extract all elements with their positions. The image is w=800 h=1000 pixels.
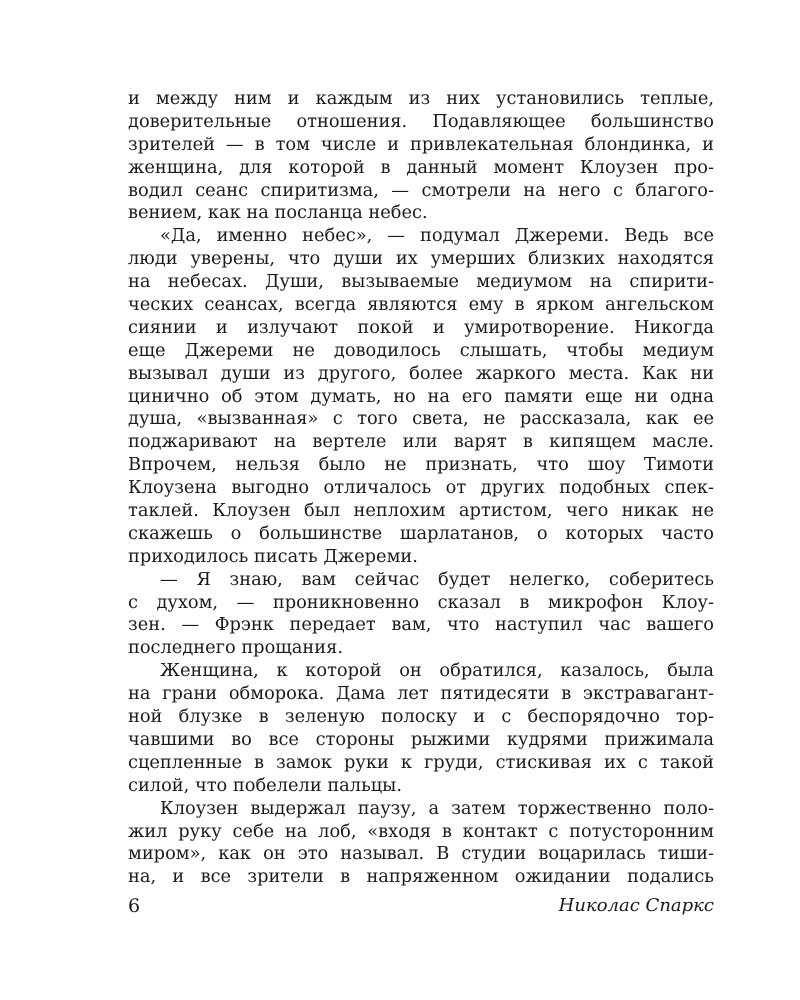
page-number: 6: [128, 895, 141, 917]
text-line: на, и все зрители в напряженном ожидании подались: [128, 866, 714, 888]
text-line: Клоузен выдержал паузу, а затем торжественно поло-: [160, 797, 714, 819]
text-line: цинично об этом думать, но на его памяти еще ни одна: [128, 385, 714, 407]
text-line: женщина, для которой в данный момент Клоузен про-: [128, 156, 714, 178]
text-line: ческих сеансах, всегда являются ему в ярком ангельском: [128, 294, 714, 316]
text-line: миром», как он это называл. В студии воцарилась тиши-: [128, 843, 714, 865]
text-line: с духом, — проникновенно сказал в микрофон Клоу-: [128, 591, 714, 613]
text-line: зрителей — в том числе и привлекательная блондинка, и: [128, 133, 714, 155]
text-line: ной блузке в зеленую полоску и с беспорядочно тор-: [128, 706, 714, 728]
text-line: поджаривают на вертеле или варят в кипящем масле.: [128, 431, 714, 453]
text-line: сиянии и излучают покой и умиротворение. Никогда: [128, 316, 714, 338]
text-line: «Да, именно небес», — подумал Джереми. Ведь все: [160, 225, 714, 247]
text-line: люди уверены, что души их умерших близких находятся: [128, 248, 714, 270]
text-line: силой, что побелели пальцы.: [128, 774, 402, 796]
text-line: на грани обморока. Дама лет пятидесяти в экстравагант-: [128, 683, 714, 705]
text-line: скажешь о большинстве шарлатанов, о которых часто: [128, 522, 714, 544]
text-line: — Я знаю, вам сейчас будет нелегко, соберитесь: [160, 568, 714, 590]
text-line: чавшими во все стороны рыжими кудрями прижимала: [128, 728, 714, 750]
text-line: жил руку себе на лоб, «входя в контакт с потусторонним: [128, 820, 714, 842]
body-text: [128, 88, 714, 889]
text-line: Женщина, к которой он обратился, казалось, была: [160, 660, 714, 682]
text-line: зен. — Фрэнк передает вам, что наступил час вашего: [128, 614, 714, 636]
text-line: последнего прощания.: [128, 637, 343, 659]
page-footer: [128, 893, 714, 919]
text-line: таклей. Клоузен был неплохим артистом, чего никак не: [128, 500, 714, 522]
running-footer-author: Николас Спаркс: [558, 895, 714, 916]
text-line: сцепленные в замок руки к груди, стискивая их с такой: [128, 751, 714, 773]
text-line: доверительные отношения. Подавляющее большинство: [128, 110, 714, 132]
text-line: Клоузена выгодно отличалось от других подобных спек-: [128, 477, 714, 499]
text-line: и между ним и каждым из них установились теплые,: [128, 88, 714, 109]
text-line: Впрочем, нельзя было не признать, что шоу Тимоти: [128, 454, 714, 476]
text-line: душа, «вызванная» с того света, не рассказала, как ее: [128, 408, 714, 430]
text-line: приходилось писать Джереми.: [128, 545, 418, 567]
text-line: еще Джереми не доводилось слышать, чтобы медиум: [128, 339, 714, 361]
text-line: вызывал души из другого, более жаркого места. Как ни: [128, 362, 714, 384]
text-line: на небесах. Души, вызываемые медиумом на спирити-: [128, 271, 714, 293]
text-line: вением, как на посланца небес.: [128, 202, 428, 224]
text-line: водил сеанс спиритизма, — смотрели на него с благого-: [128, 179, 714, 201]
